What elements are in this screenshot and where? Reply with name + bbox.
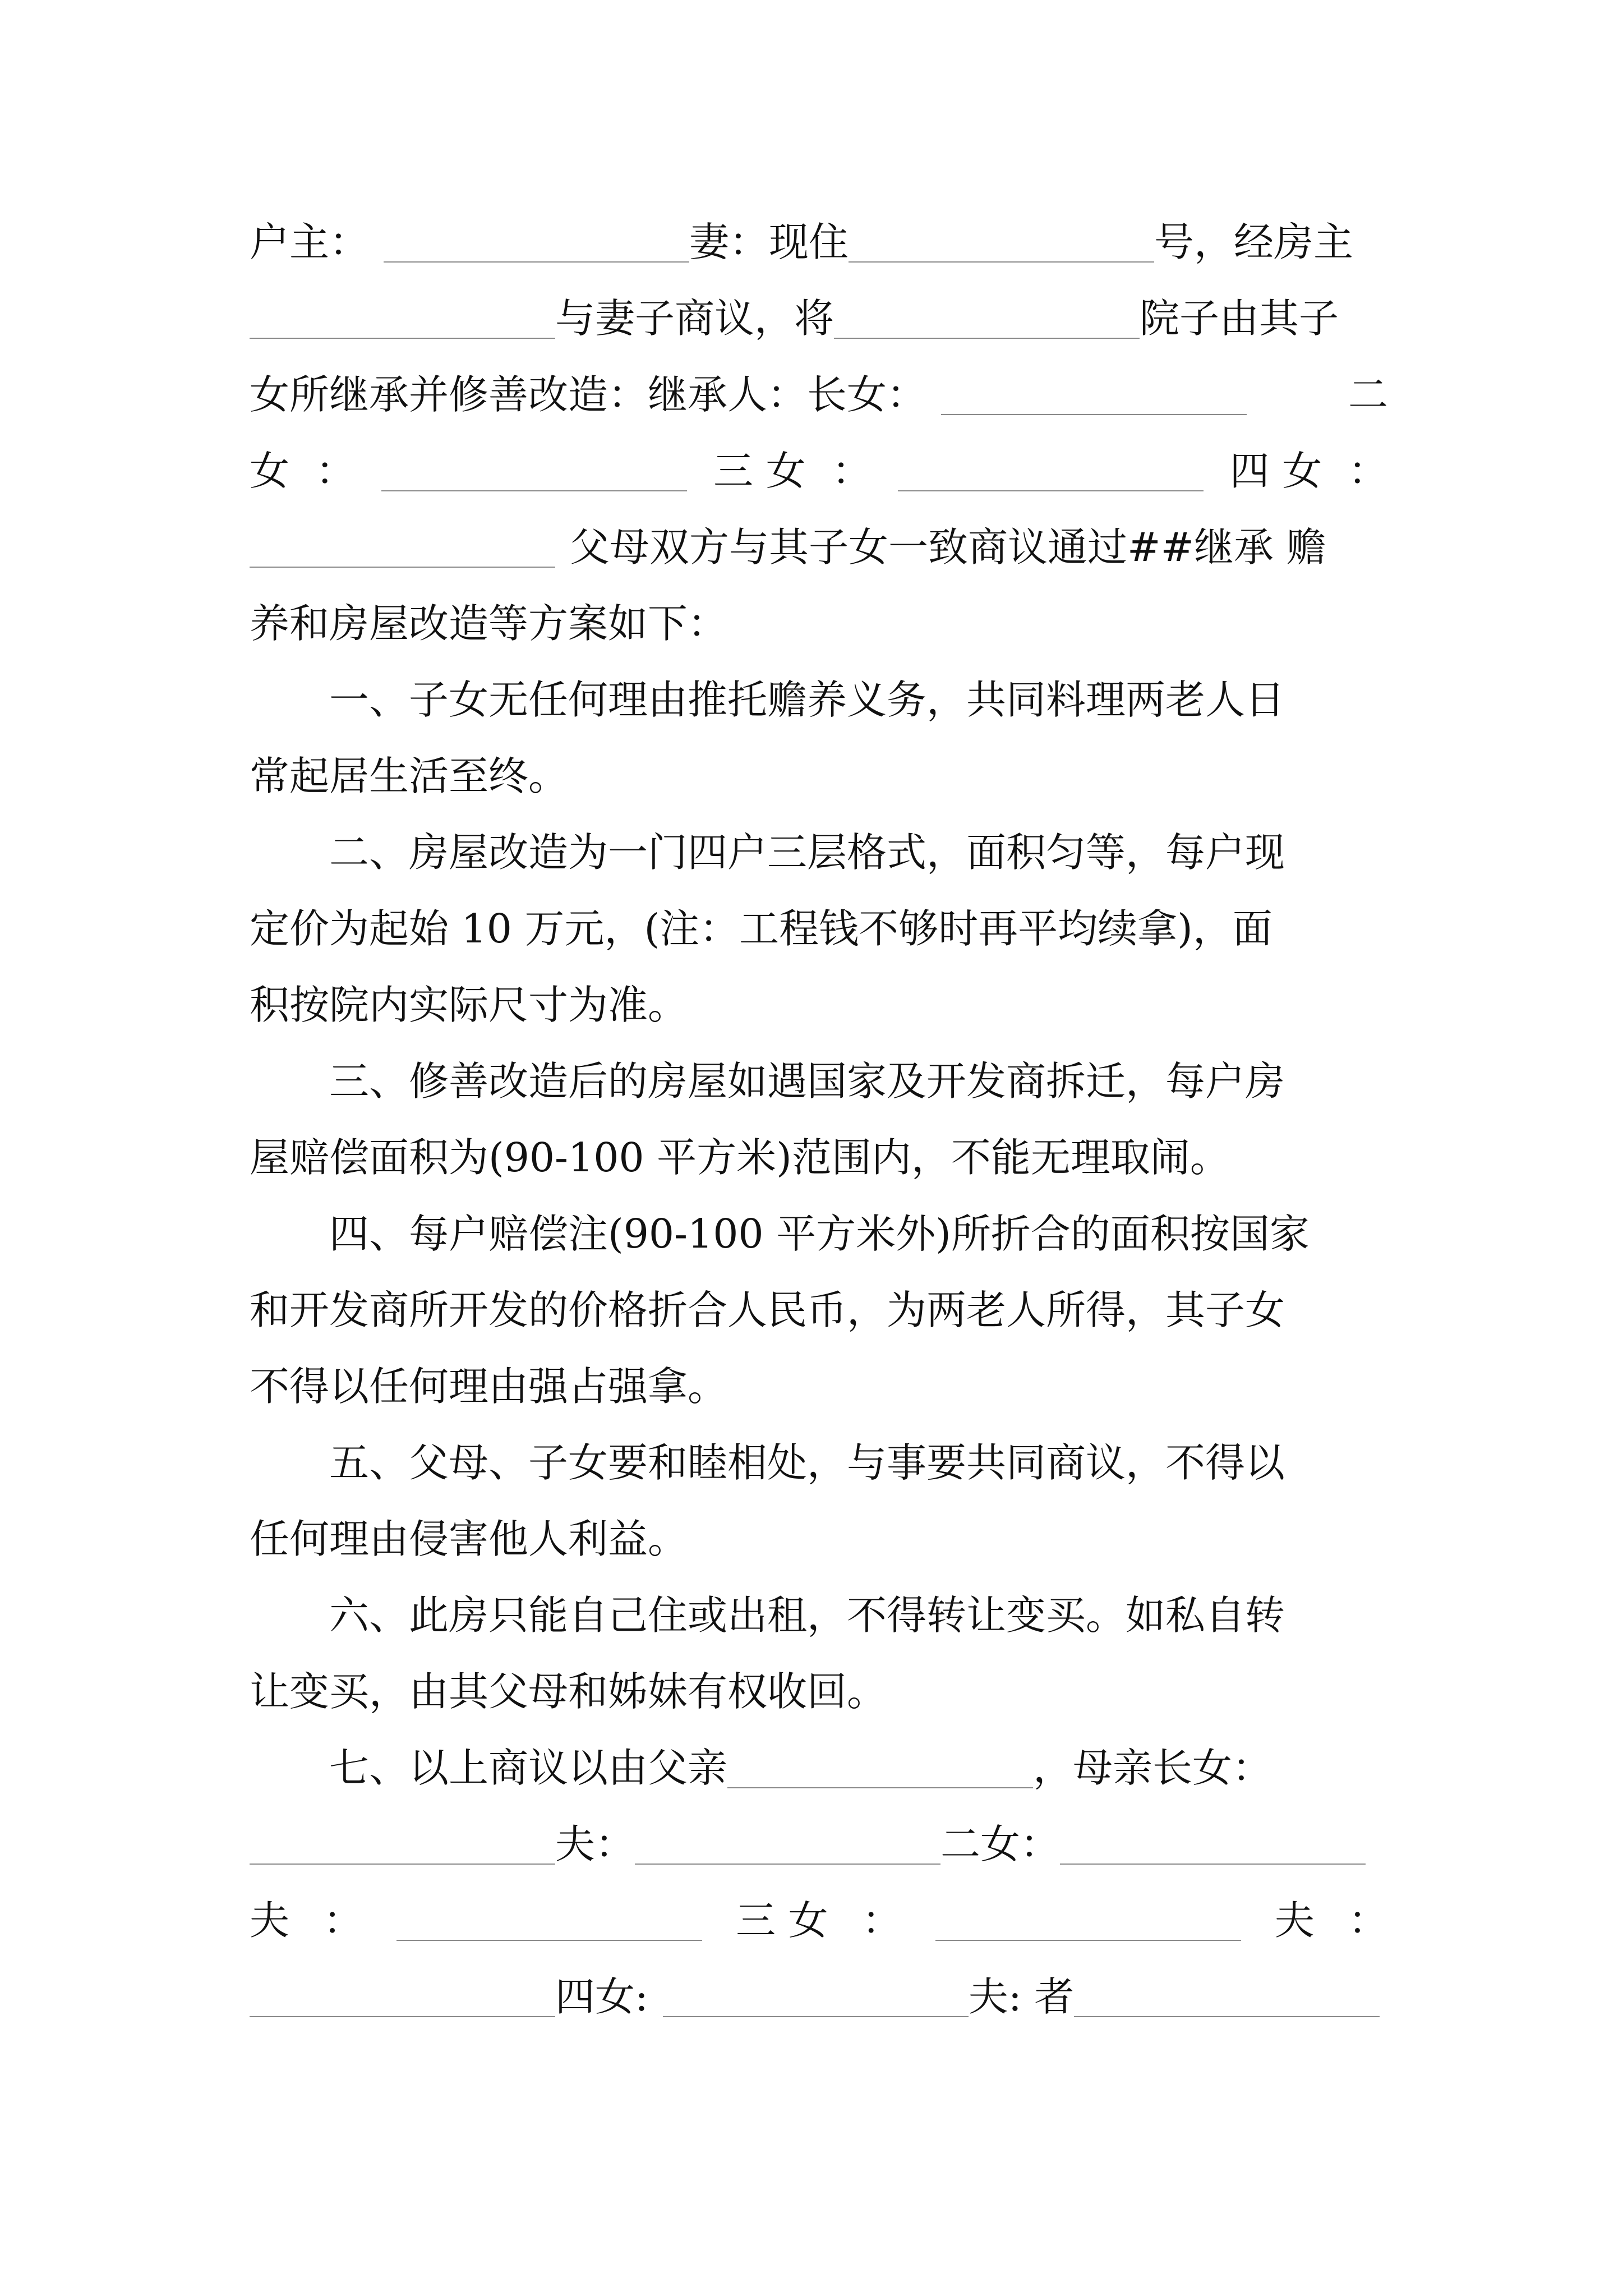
clause-4-line-3 [250, 1353, 1388, 1420]
eldest-daughter-sign-blank [250, 1824, 555, 1865]
clause-text: 三、修善改造后的房屋如遇国家及开发商拆迁，每户房 [329, 1058, 1285, 1105]
colon-3: ： [1348, 448, 1388, 494]
third-daughter-sign-blank [935, 1901, 1241, 1941]
husband-label-2: 夫 [250, 1897, 290, 1944]
clause-5-line-1 [250, 1429, 1388, 1497]
colon-1: ： [315, 448, 356, 494]
intro-line-4 [250, 438, 1388, 505]
third-daughter-sign-label: 三 女 [736, 1897, 828, 1944]
husband-label-1: 夫： [555, 1821, 635, 1867]
clause-text: 任何理由侵害他人利益。 [250, 1516, 688, 1562]
clause-4-line-1 [250, 1200, 1388, 1268]
husband-3-blank [250, 1977, 555, 2017]
address-blank [849, 222, 1154, 263]
owner-blank [250, 298, 555, 339]
clause-2-line-1 [250, 819, 1388, 886]
second-daughter-sign-blank [1060, 1824, 1366, 1865]
yard-blank [834, 298, 1140, 339]
clause-1-line-1 [250, 666, 1388, 734]
householder-label: 户主： [250, 219, 370, 265]
clause-text: 六、此房只能自己住或出租，不得转让变买。如私自转 [329, 1592, 1285, 1639]
clause-text: 不得以任何理由强占强拿。 [250, 1363, 728, 1410]
signature-line-2 [250, 1887, 1388, 1954]
number-label: 号，经房主 [1154, 219, 1354, 265]
wife-residence-label: 妻：现住 [689, 219, 849, 265]
third-daughter-label: 三 女 [713, 448, 806, 494]
agreement-text: 父母双方与其子女一致商议通过##继承 赡 [570, 524, 1326, 570]
husband-signer-label: 夫: 者 [968, 1973, 1075, 2020]
clause-text: 常起居生活至终。 [250, 753, 569, 799]
clause-3-line-1 [250, 1048, 1388, 1115]
clause-6-line-2 [250, 1658, 1388, 1726]
clause-text: 积按院内实际尺寸为准。 [250, 982, 688, 1028]
clause-text: 屋赔偿面积为(90-100 平方米)范围内，不能无理取闹。 [250, 1134, 1230, 1181]
clause-6-line-1 [250, 1582, 1388, 1649]
clause-text: 五、父母、子女要和睦相处，与事要共同商议，不得以 [329, 1439, 1285, 1486]
clause-1-line-2 [250, 743, 1388, 810]
second-daughter-sign-label: 二女： [940, 1821, 1061, 1867]
second-daughter-blank [381, 451, 687, 491]
intro-line-1 [250, 209, 1388, 276]
intro-line-2 [250, 285, 1388, 352]
clause-2-line-2 [250, 895, 1388, 963]
heirs-intro-text: 女所继承并修善改造：继承人：长女： [250, 371, 927, 418]
husband-label-3: 夫 [1274, 1897, 1315, 1944]
colon-2: ： [832, 448, 872, 494]
agreement-end-text: 养和房屋改造等方案如下： [250, 600, 728, 647]
clause-3-line-2 [250, 1124, 1388, 1191]
signer-blank [1074, 1977, 1380, 2017]
colon-5: ： [861, 1897, 902, 1944]
fourth-daughter-sign-blank [663, 1977, 969, 2017]
wife-consult-text: 与妻子商议，将 [555, 295, 834, 342]
eldest-daughter-blank [941, 375, 1247, 415]
signature-line-1 [250, 1811, 1388, 1878]
yard-text: 院子由其子 [1140, 295, 1339, 342]
fourth-daughter-blank [250, 527, 555, 568]
fourth-daughter-label: 四 女 [1229, 448, 1322, 494]
clause-text: 定价为起始 10 万元，(注：工程钱不够时再平均续拿)，面 [250, 905, 1272, 952]
intro-line-3 [250, 361, 1388, 429]
husband-1-blank [635, 1824, 940, 1865]
clause-text: 让变买，由其父母和姊妹有权收回。 [250, 1668, 887, 1715]
second-daughter-label-a: 二 [1348, 371, 1388, 418]
clause-4-line-2 [250, 1277, 1388, 1344]
intro-line-6 [250, 590, 1388, 657]
clause-text: 和开发商所开发的价格折合人民币，为两老人所得，其子女 [250, 1287, 1285, 1333]
clause-7-start: 七、以上商议以由父亲 [329, 1745, 728, 1791]
clause-7-line-1 [250, 1734, 1388, 1802]
husband-2-blank [396, 1901, 702, 1941]
father-blank [727, 1748, 1033, 1788]
fourth-daughter-sign-label: 四女: [555, 1973, 648, 2020]
intro-line-5 [250, 514, 1388, 581]
clause-text: 二、房屋改造为一门四户三层格式，面积匀等，每户现 [329, 829, 1285, 876]
second-daughter-label-b: 女 [250, 448, 290, 494]
clause-7-mother: ，母亲长女： [1033, 1745, 1272, 1791]
householder-blank [384, 222, 689, 263]
clause-2-line-3 [250, 972, 1388, 1039]
colon-4: ： [323, 1897, 363, 1944]
third-daughter-blank [898, 451, 1204, 491]
clause-text: 一、子女无任何理由推托赡养义务，共同料理两老人日 [329, 677, 1285, 723]
clause-5-line-2 [250, 1506, 1388, 1573]
colon-6: ： [1348, 1897, 1388, 1944]
clause-text: 四、每户赔偿注(90-100 平方米外)所折合的面积按国家 [329, 1211, 1310, 1257]
signature-line-3 [250, 1963, 1388, 2031]
